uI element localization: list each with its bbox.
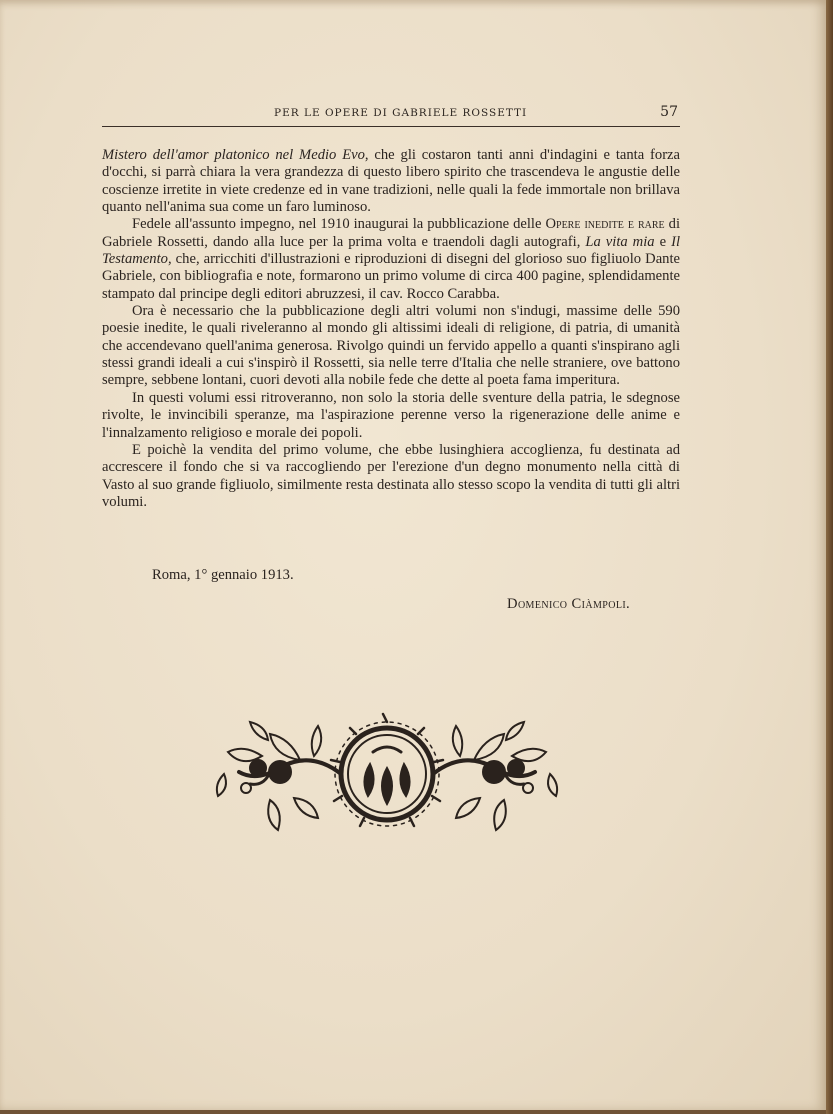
running-title: PER LE OPERE DI GABRIELE ROSSETTI xyxy=(274,107,528,119)
signature: Domenico Ciàmpoli. xyxy=(507,596,631,612)
paragraph-2 xyxy=(102,216,680,303)
date-line: Roma, 1° gennaio 1913. xyxy=(152,567,294,583)
paragraph-2-text-a: Fedele all'assunto impegno, nel 1910 inaugurai la pubblicazione delle xyxy=(132,216,546,233)
book-spine-edge xyxy=(826,0,833,1114)
paragraph-2-text-b: di Gabriele Rossetti, dando alla luce per la prima volta e traendoli dagli autografi, xyxy=(102,216,681,250)
paragraph-1 xyxy=(102,147,680,216)
title-la-vita-mia: La vita mia xyxy=(585,233,655,250)
paragraph-3: Ora è necessario che la pubblicazione degli altri volumi non s'indugi, massime delle 590 poesie inedite, le quali riveleranno al mondo gli altissimi ideali di religione, di patria, di umanità che accendevano quell'anima generosa. Rivolgo quindi un fervido appello a quanti s'inspirano agli stessi grandi ideali a cui s'inspirò il Rossetti, sia nelle terre d'Italia che nelle straniere, ove battono sempre, sebbene lontani, cuori devoti alla nobile fede che dette al poeta fama imperitura. xyxy=(102,303,680,389)
paragraph-2-text-d: , che, arricchiti d'illustrazioni e riproduzioni di disegni del glorioso suo figliuolo Dante Gabriele, con bibliografia e note, formarono un primo volume di circa 400 pagine, splendidamente stampato dal principe degli editori abruzzesi, il cav. Rocco Carabba. xyxy=(102,251,680,302)
paragraph-5: E poichè la vendita del primo volume, che ebbe lusinghiera accoglienza, fu destinata ad accrescere il fondo che si va raccogliendo per l'erezione d'un degno monumento nella città di Vasto al suo grande figliuolo, similmente resta destinata allo stesso scopo la vendita di tutti gli altri volumi. xyxy=(102,441,680,510)
book-title-italic: Mistero dell'amor platonico nel Medio Evo xyxy=(102,147,365,163)
paragraph-2-text-c: e xyxy=(654,233,672,250)
running-head xyxy=(102,104,680,127)
paragraph-4: In questi volumi essi ritroveranno, non solo la storia delle sventure della patria, le sdegnose rivolte, le invincibili speranze, ma l'aspirazione perenne verso la rigenerazione delle anime e l'innalzamento religioso e morale dei popoli. xyxy=(102,389,680,441)
page-number: 57 xyxy=(660,104,678,120)
title-il-testamento: Il Testamento xyxy=(102,233,681,268)
paragraph-1-text: , che gli costaron tanti anni d'indagini e tanta forza d'occhi, si parrà chiara la vera grandezza di questo libero spirito che trascendeva le angustie delle coscienze irretite in viete credenze ed in vane tradizioni, nelle quali la fede immortale non brillava quanto nell'anima sua come un faro luminoso. xyxy=(102,147,681,216)
body-text xyxy=(102,147,680,511)
floral-thorn-wreath-vignette-icon xyxy=(210,712,564,838)
opere-inedite-small-caps: Opere inedite e rare xyxy=(545,216,665,233)
